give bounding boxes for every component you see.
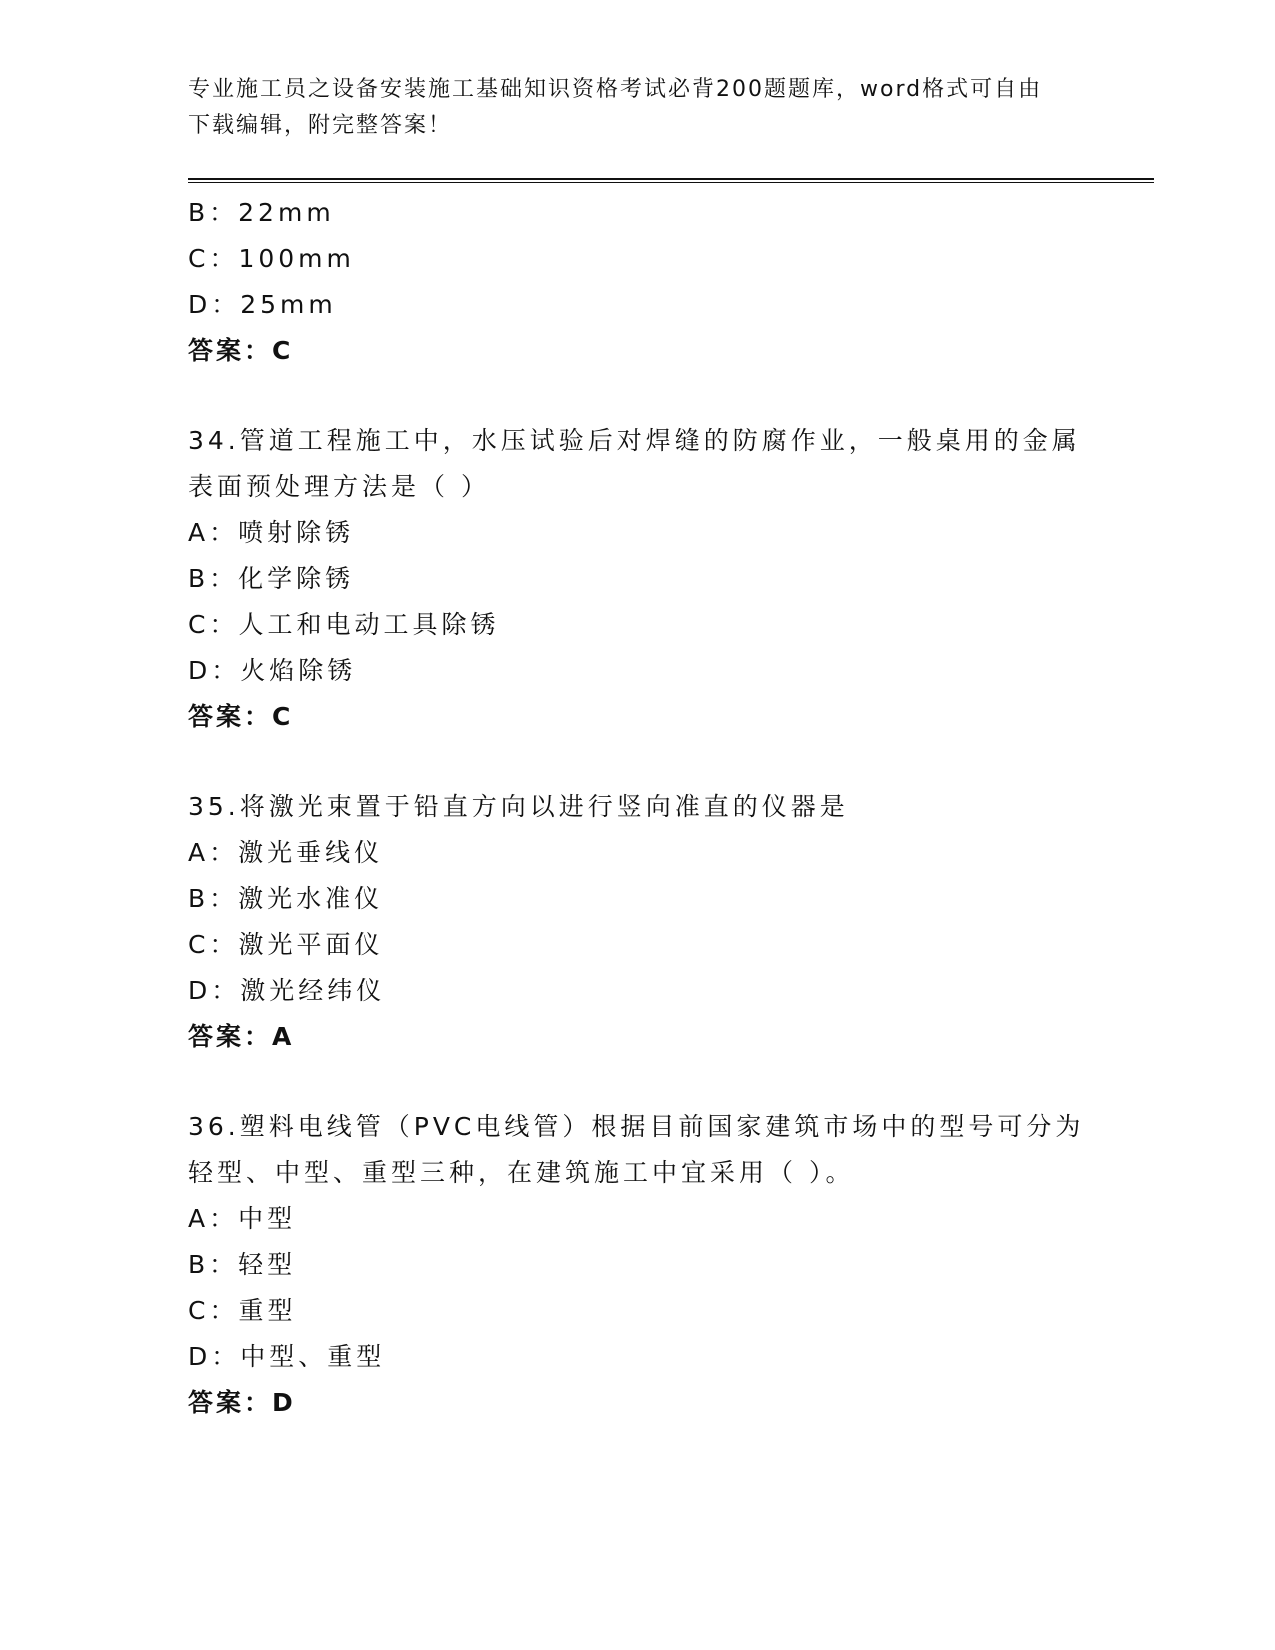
option-b: B：22mm xyxy=(188,198,335,227)
spacer xyxy=(188,740,1088,784)
option-d: D：火焰除锈 xyxy=(188,656,357,685)
document-header xyxy=(188,72,1068,144)
option-d: D：25mm xyxy=(188,290,337,319)
question-34 xyxy=(188,418,1088,740)
option-d: D：中型、重型 xyxy=(188,1342,386,1371)
option-c: C：100mm xyxy=(188,244,355,273)
answer-line: 答案：C xyxy=(188,702,294,731)
answer-line: 答案：A xyxy=(188,1022,295,1051)
question-list xyxy=(188,190,1088,1426)
question-stem: 表面预处理方法是（ ） xyxy=(188,472,490,501)
question-stem: 34.管道工程施工中，水压试验后对焊缝的防腐作业，一般桌用的金属 xyxy=(188,426,1081,455)
option-c: C：人工和电动工具除锈 xyxy=(188,610,500,639)
question-stem: 36.塑料电线管（PVC电线管）根据目前国家建筑市场中的型号可分为 xyxy=(188,1112,1085,1141)
answer-line: 答案：D xyxy=(188,1388,296,1417)
spacer xyxy=(188,374,1088,418)
option-a: A：中型 xyxy=(188,1204,297,1233)
question-35 xyxy=(188,784,1088,1060)
option-a: A：激光垂线仪 xyxy=(188,838,384,867)
option-c: C：重型 xyxy=(188,1296,297,1325)
option-b: B：激光水准仪 xyxy=(188,884,384,913)
option-b: B：轻型 xyxy=(188,1250,297,1279)
option-a: A：喷射除锈 xyxy=(188,518,355,547)
spacer xyxy=(188,1060,1088,1104)
option-d: D：激光经纬仪 xyxy=(188,976,386,1005)
option-c: C：激光平面仪 xyxy=(188,930,384,959)
question-36 xyxy=(188,1104,1088,1426)
header-line-1: 专业施工员之设备安装施工基础知识资格考试必背200题题库，word格式可自由 xyxy=(188,77,1043,102)
option-b: B：化学除锈 xyxy=(188,564,355,593)
question-stem: 35.将激光束置于铅直方向以进行竖向准直的仪器是 xyxy=(188,792,849,821)
header-line-2: 下载编辑，附完整答案！ xyxy=(188,113,453,138)
answer-line: 答案：C xyxy=(188,336,294,365)
header-divider xyxy=(188,178,1154,183)
question-stem: 轻型、中型、重型三种，在建筑施工中宜采用（ ）。 xyxy=(188,1158,855,1187)
continued-question xyxy=(188,190,1088,374)
